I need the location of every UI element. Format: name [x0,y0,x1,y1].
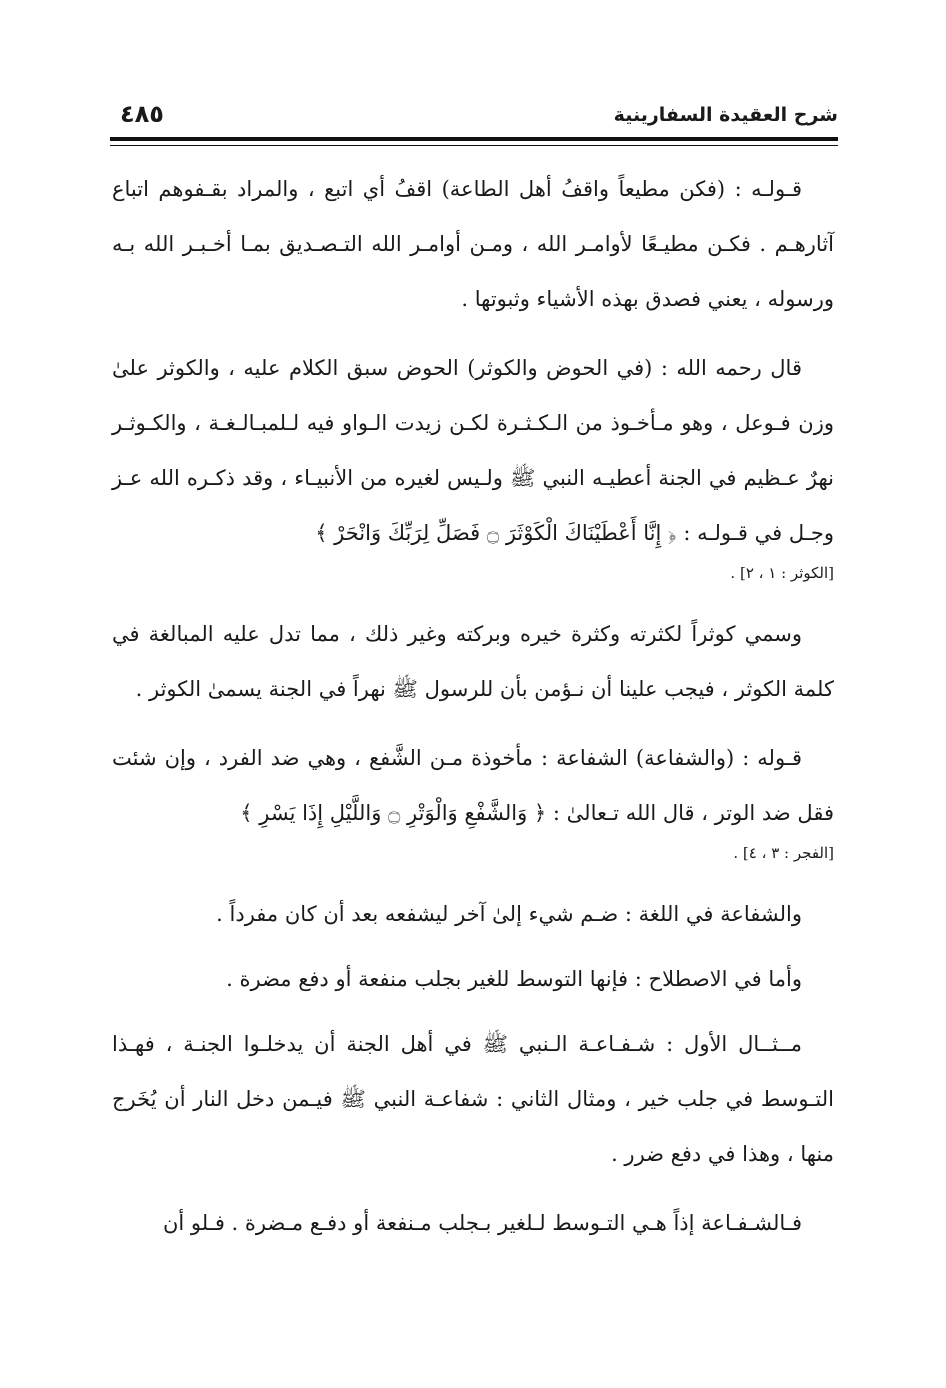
book-title: شرح العقيدة السفارينية [613,104,838,126]
paragraph-8: فـالشـفـاعة إذاً هـي التـوسط لـلغير بـجلب مـنفعة أو دفـع مـضرة . فـلو أن [162,1211,802,1235]
paragraph-6: وأما في الاصطلاح : فإنها التوسط للغير بجلب منفعة أو دفع مضرة . [226,967,802,991]
header-rule-thin [110,145,838,146]
header-rule-thick [110,137,838,141]
page-body [112,162,834,1265]
paragraph-1: قـولـه : (فكن مطيعاً واقفُ أهل الطاعة) اقفُ أي اتبع ، والمراد بقـفوهم اتباع آثارهـم . فكـن مطيـعًا لأوامـر الله ، ومـن أوامـر الله التـصـديق بمـا أخـبـر الله بـه ورسوله ، يعني فصدق بهذه الأشياء وثبوتها . [112,177,834,311]
quran-citation-fajr: [الفجر : ٣ ، ٤] . [733,844,834,862]
paragraph-4: قـوله : (والشفاعة) الشفاعة : مأخوذة مـن الشَّفع ، وهي ضد الفرد ، وإن شئت فقل ضد الوتر ، قال الله تـعالىٰ : ﴿ وَالشَّفْعِ وَالْوَتْرِ ۝ وَاللَّيْلِ إِذَا يَسْرِ ﴾ [112,746,834,825]
quran-citation-kawthar: [الكوثر : ١ ، ٢] . [730,564,834,582]
paragraph-2: قال رحمه الله : (في الحوض والكوثر) الحوض سبق الكلام عليه ، والكوثر علىٰ وزن فـوعل ، وهو مـأخـوذ من الـكـثـرة لكـن زيدت الـواو فيه لـلمبـالـغـة ، والكـوثـر نهرٌ عـظيم في الجنة أعطيـه النبي ﷺ ولـيس لغيره من الأنبيـاء ، وقد ذكـره الله عـز وجـل في قـولـه : ﴿ إِنَّا أَعْطَيْنَاكَ الْكَوْثَرَ ۝ فَصَلِّ لِرَبِّكَ وَانْحَرْ ﴾ [112,356,834,545]
paragraph-5: والشفاعة في اللغة : ضـم شيء إلىٰ آخر ليشفعه بعد أن كان مفرداً . [216,902,802,926]
paragraph-3: وسمي كوثراً لكثرته وكثرة خيره وبركته وغير ذلك ، مما تدل عليه المبالغة في كلمة الكوثر ، فيجب علينا أن نـؤمن بأن للرسول ﷺ نهراً في الجنة يسمىٰ الكوثر . [112,622,834,701]
paragraph-7: مــثــال الأول : شـفـاعـة الـنبي ﷺ في أهل الجنة أن يدخلـوا الجنـة ، فهـذا التـوسط في جلب خير ، ومثال الثاني : شفاعـة النبي ﷺ فيـمن دخل النار أن يُخَرج منها ، وهذا في دفع ضرر . [112,1032,834,1166]
page-number: ٤٨٥ [120,100,164,128]
